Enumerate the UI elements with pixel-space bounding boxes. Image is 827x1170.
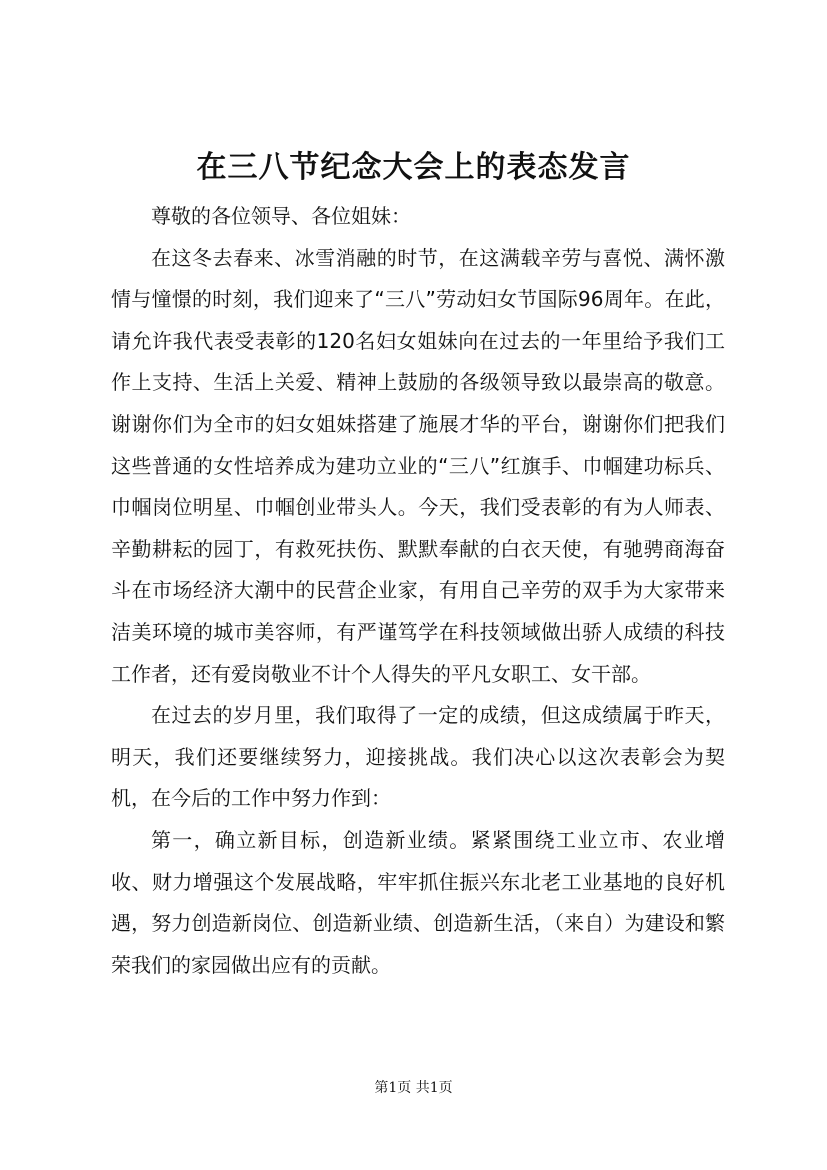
body-paragraph-1: 在这冬去春来、冰雪消融的时节，在这满载辛劳与喜悦、满怀激情与憧憬的时刻，我们迎来了“三八”劳动妇女节国际96周年。在此，请允许我代表受表彰的120名妇女姐妹向在过去的一年里给予我们工作上支持、生活上关爱、精神上鼓励的各级领导致以最崇高的敬意。谢谢你们为全市的妇女姐妹搭建了施展才华的平台，谢谢你们把我们这些普通的女性培养成为建功立业的“三八”红旗手、巾帼建功标兵、巾帼岗位明星、巾帼创业带头人。今天，我们受表彰的有为人师表、辛勤耕耘的园丁，有救死扶伤、默默奉献的白衣天使，有驰骋商海奋斗在市场经济大潮中的民营企业家，有用自己辛劳的双手为大家带来洁美环境的城市美容师，有严谨笃学在科技领域做出骄人成绩的科技工作者，还有爱岗敬业不计个人得失的平凡女职工、女干部。 xyxy=(111,245,725,686)
document-title: 在三八节纪念大会上的表态发言 xyxy=(196,150,631,185)
body-paragraph-2: 在过去的岁月里，我们取得了一定的成绩，但这成绩属于昨天，明天，我们还要继续努力，迎接挑战。我们决心以这次表彰会为契机，在今后的工作中努力作到： xyxy=(111,703,725,811)
body-paragraph-3: 第一，确立新目标，创造新业绩。紧紧围绕工业立市、农业增收、财力增强这个发展战略，牢牢抓住振兴东北老工业基地的良好机遇，努力创造新岗位、创造新业绩、创造新生活，（来自）为建设和繁荣我们的家园做出应有的贡献。 xyxy=(111,827,725,977)
document-body xyxy=(111,196,725,986)
salutation-paragraph: 尊敬的各位领导、各位姐妹： xyxy=(151,204,411,228)
page-number-footer: 第1页 共1页 xyxy=(374,1080,453,1096)
